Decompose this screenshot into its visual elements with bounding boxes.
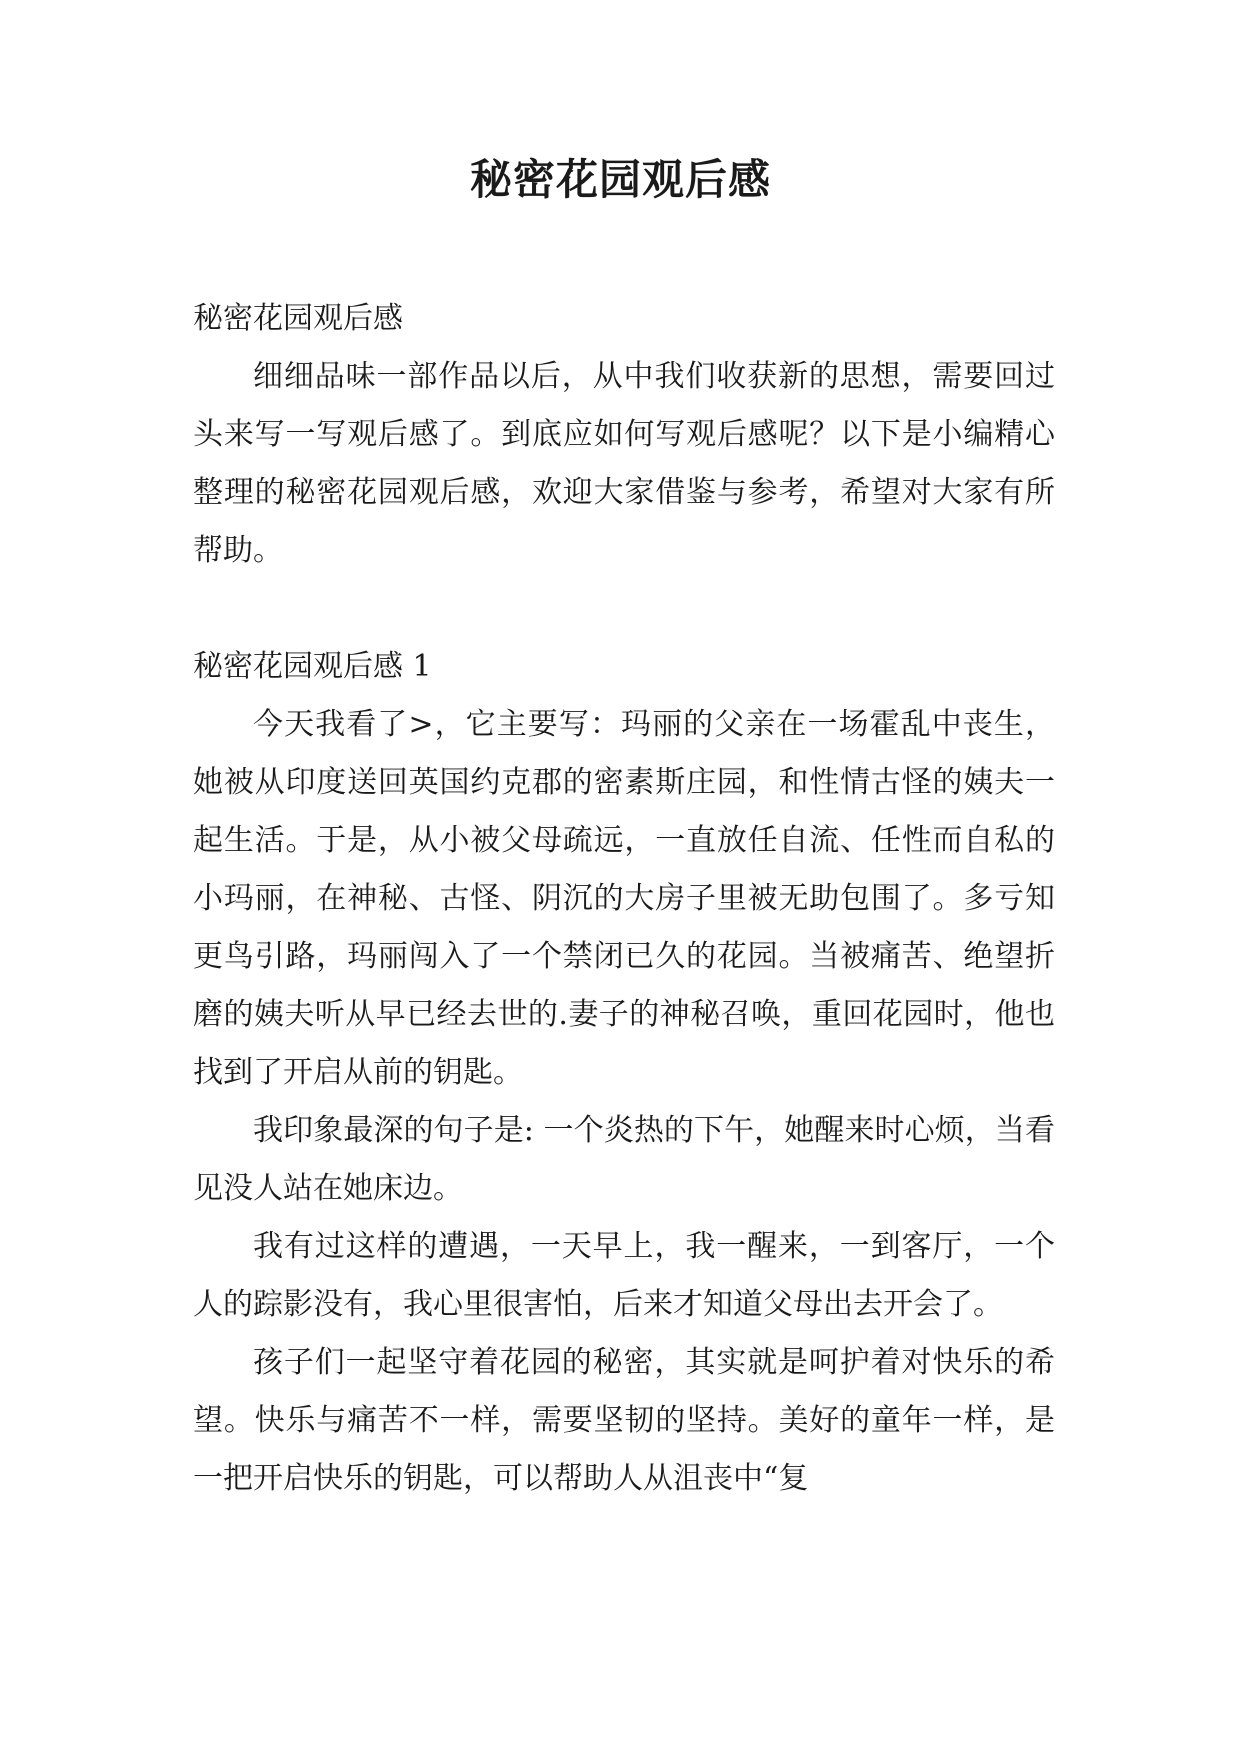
intro-heading: 秘密花园观后感: [193, 301, 403, 336]
section-heading: 秘密花园观后感 1: [193, 649, 432, 684]
body-paragraph: 我有过这样的遭遇，一天早上，我一醒来，一到客厅，一个人的踪影没有，我心里很害怕，后来才知道父母出去开会了。: [193, 1229, 1055, 1322]
section-spacer: [193, 580, 1055, 638]
body-paragraph: 孩子们一起坚守着花园的秘密，其实就是呵护着对快乐的希望。快乐与痛苦不一样，需要坚韧的坚持。美好的童年一样，是一把开启快乐的钥匙，可以帮助人从沮丧中“复: [193, 1345, 1055, 1496]
body-paragraph: 我印象最深的句子是: 一个炎热的下午，她醒来时心烦，当看见没人站在她床边。: [193, 1113, 1055, 1206]
page-title: 秘密花园观后感: [469, 155, 771, 204]
document-body: [193, 290, 1055, 1508]
intro-paragraph: 细细品味一部作品以后，从中我们收获新的思想，需要回过头来写一写观后感了。到底应如何写观后感呢？以下是小编精心整理的秘密花园观后感，欢迎大家借鉴与参考，希望对大家有所帮助。: [193, 359, 1055, 568]
body-paragraph: 今天我看了>，它主要写：玛丽的父亲在一场霍乱中丧生，她被从印度送回英国约克郡的密素斯庄园，和性情古怪的姨夫一起生活。于是，从小被父母疏远，一直放任自流、任性而自私的小玛丽，在神秘、古怪、阴沉的大房子里被无助包围了。多亏知更鸟引路，玛丽闯入了一个禁闭已久的花园。当被痛苦、绝望折磨的姨夫听从早已经去世的.妻子的神秘召唤，重回花园时，他也找到了开启从前的钥匙。: [193, 707, 1055, 1090]
